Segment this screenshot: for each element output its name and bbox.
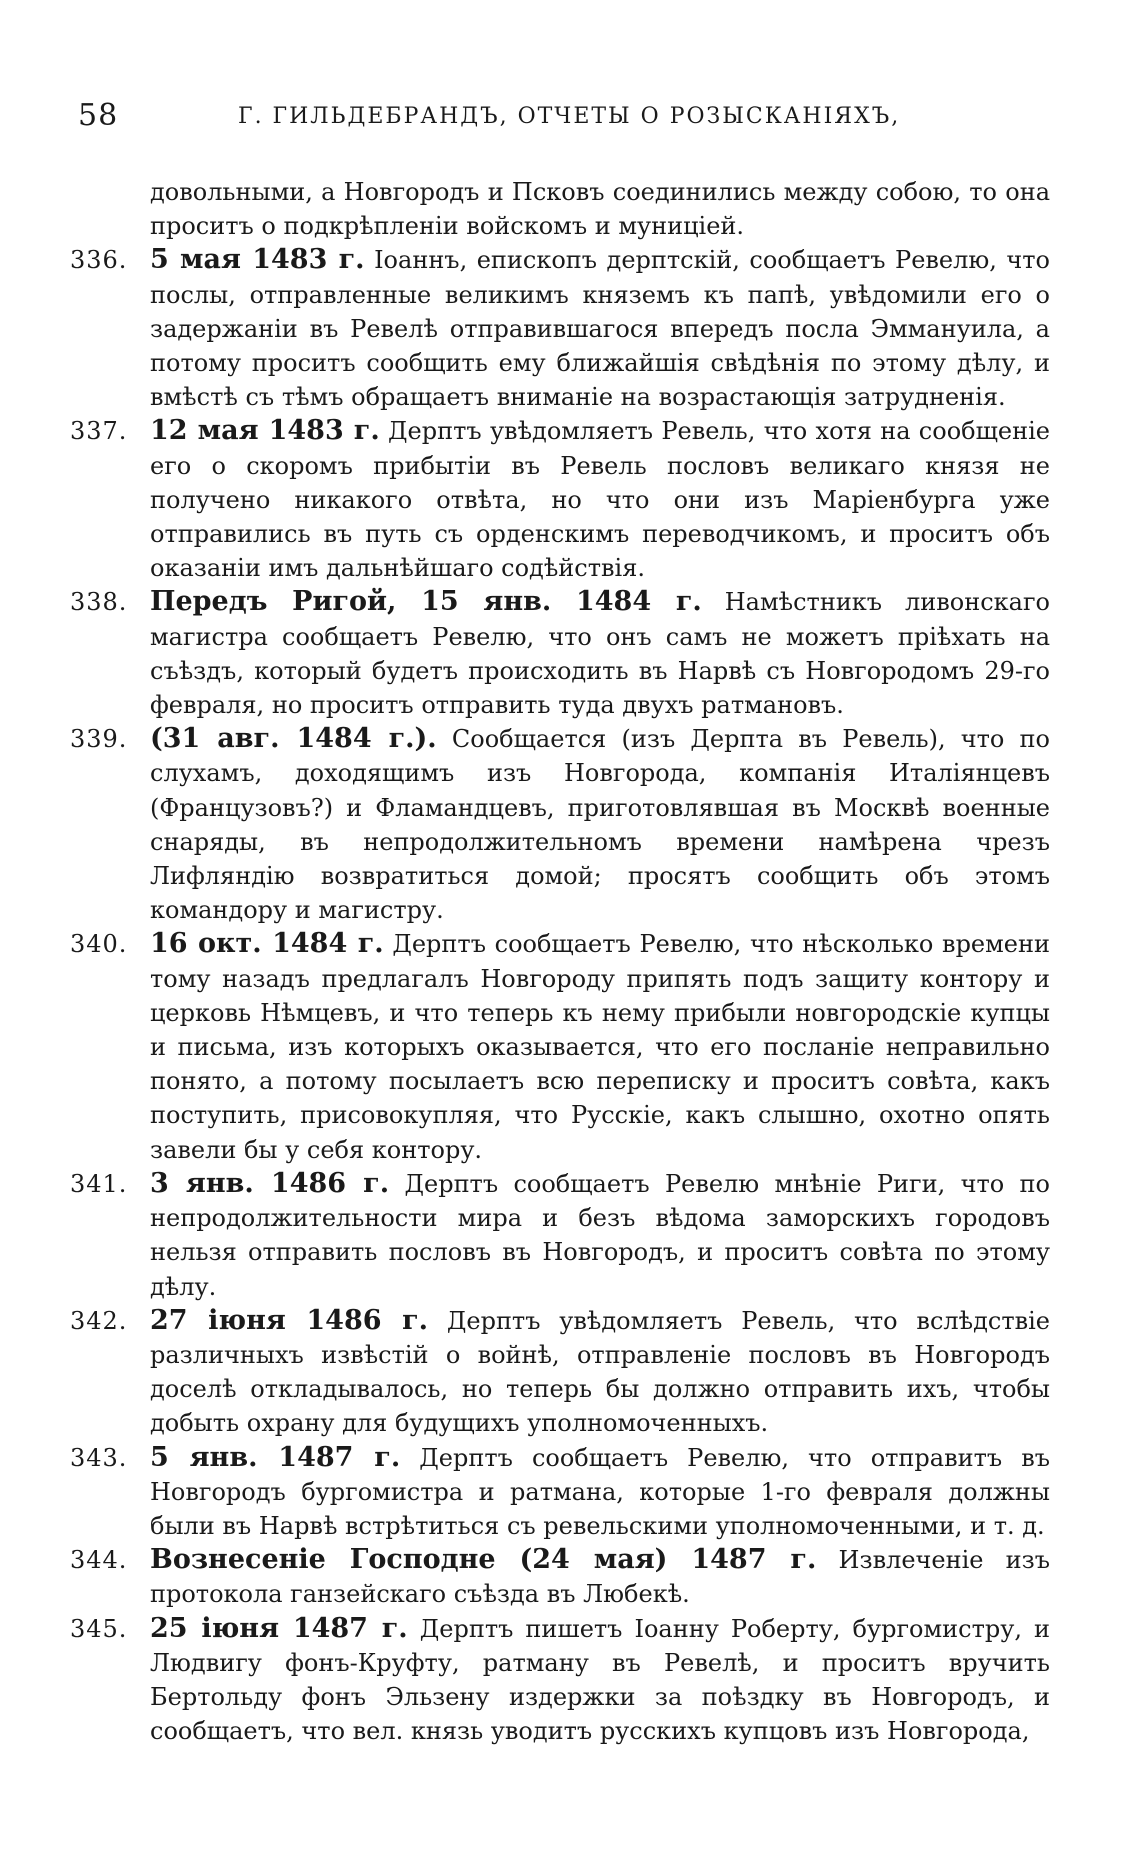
entry-date: 5 янв. 1487 г. bbox=[150, 1441, 401, 1473]
continuation-paragraph: довольными, а Новгородъ и Псковъ соединились между собою, то она проситъ о подкрѣпленіи войскомъ и муниціей. bbox=[150, 178, 1050, 241]
entry-list bbox=[70, 243, 1050, 1748]
entry-text: Сообщается (изъ Дерпта въ Ревель), что по слухамъ, доходящимъ изъ Новгорода, компанія Италіянцевъ (Французовъ?) и Фламандцевъ, приготовлявшая въ Москвѣ военные снаряды, въ непродолжительномъ времени намѣрена чрезъ Лифляндію возвратиться домой; просятъ сообщить объ этомъ командору и магистру. bbox=[150, 725, 1051, 925]
entry-number: 337. bbox=[70, 417, 128, 446]
entry-date: Передъ Ригой, 15 янв. 1484 г. bbox=[150, 586, 702, 618]
entry-text: Намѣстникъ ливонскаго магистра сообщаетъ Ревелю, что онъ самъ не можетъ пріѣхать на съѣздъ, который будетъ происходить въ Нарвѣ съ Новгородомъ 29-го февраля, но проситъ отправить туда двухъ ратмановъ. bbox=[150, 588, 1050, 720]
entry-date: 3 янв. 1486 г. bbox=[150, 1167, 390, 1199]
entry-341 bbox=[70, 1167, 1050, 1304]
entry-344 bbox=[70, 1543, 1050, 1611]
entry-text: Дерптъ сообщаетъ Ревелю мнѣніе Риги, что по непродолжительности мира и безъ вѣдома заморскихъ городовъ нельзя отправить пословъ въ Новгородъ, и проситъ совѣта по этому дѣлу. bbox=[150, 1169, 1050, 1301]
page-body bbox=[70, 175, 1050, 1748]
entry-342 bbox=[70, 1304, 1050, 1441]
running-head: Г. ГИЛЬДЕБРАНДЪ, ОТЧЕТЫ О РОЗЫСКАНІЯХЪ, bbox=[238, 104, 901, 129]
entry-337 bbox=[70, 414, 1050, 585]
entry-date: 25 іюня 1487 г. bbox=[150, 1612, 408, 1644]
entry-text: Іоаннъ, епископъ дерптскій, сообщаетъ Ревелю, что послы, отправленные великимъ княземъ къ папѣ, увѣдомили его о задержаніи въ Ревелѣ отправившагося впередъ посла Эммануила, а потому проситъ сообщить ему ближайшія свѣдѣнія по этому дѣлу, и вмѣстѣ съ тѣмъ обращаетъ вниманіе на возрастающія затрудненія. bbox=[150, 246, 1050, 412]
entry-number: 339. bbox=[70, 725, 128, 754]
entry-338 bbox=[70, 585, 1050, 722]
page-header bbox=[78, 98, 1038, 138]
entry-number: 338. bbox=[70, 588, 128, 617]
entry-340 bbox=[70, 927, 1050, 1166]
entry-339 bbox=[70, 722, 1050, 927]
entry-number: 336. bbox=[70, 246, 128, 275]
entry-345 bbox=[70, 1612, 1050, 1749]
entry-343 bbox=[70, 1441, 1050, 1544]
entry-date: Вознесеніе Господне (24 мая) 1487 г. bbox=[150, 1544, 817, 1576]
entry-text: Дерптъ сообщаетъ Ревелю, что отправитъ въ Новгородъ бургомистра и ратмана, которые 1-го февраля должны были въ Нарвѣ встрѣтиться съ ревельскими уполномоченными, и т. д. bbox=[150, 1443, 1050, 1540]
entry-text: Дерптъ сообщаетъ Ревелю, что нѣсколько времени тому назадъ предлагалъ Новгороду припять подъ защиту контору и церковь Нѣмцевъ, и что теперь къ нему прибыли новгородскіе купцы и письма, изъ которыхъ оказывается, что его посланіе неправильно понято, а потому посылаетъ всю переписку и проситъ совѣта, какъ поступить, присовокупляя, что Русскіе, какъ слышно, охотно опять завели бы у себя контору. bbox=[150, 930, 1050, 1164]
entry-date: 27 іюня 1486 г. bbox=[150, 1304, 429, 1336]
entry-336 bbox=[70, 243, 1050, 414]
entry-number: 343. bbox=[70, 1443, 128, 1472]
entry-number: 341. bbox=[70, 1169, 128, 1198]
entry-date: 16 окт. 1484 г. bbox=[150, 928, 384, 960]
entry-date: 12 мая 1483 г. bbox=[150, 415, 380, 447]
entry-number: 344. bbox=[70, 1546, 128, 1575]
entry-number: 340. bbox=[70, 930, 128, 959]
entry-date: 5 мая 1483 г. bbox=[150, 244, 365, 276]
entry-text: Извлеченіе изъ протокола ганзейскаго съѣзда въ Любекѣ. bbox=[150, 1546, 1050, 1609]
entry-text: Дерптъ пишетъ Іоанну Роберту, бургомистру, и Людвигу фонъ-Круфту, ратману въ Ревелѣ, и проситъ вручить Бертольду фонъ Эльзену издержки за поѣздку въ Новгородъ, и сообщаетъ, что вел. князь уводитъ русскихъ купцовъ изъ Новгорода, bbox=[150, 1614, 1050, 1746]
entry-text: Дерптъ увѣдомляетъ Ревель, что вслѣдствіе различныхъ извѣстій о войнѣ, отправленіе пословъ въ Новгородъ доселѣ откладывалось, но теперь бы должно отправить ихъ, чтобы добыть охрану для будущихъ уполномоченныхъ. bbox=[150, 1306, 1050, 1438]
page-number: 58 bbox=[78, 98, 119, 133]
entry-number: 342. bbox=[70, 1306, 128, 1335]
entry-date: (31 авг. 1484 г.). bbox=[150, 723, 437, 755]
entry-text: Дерптъ увѣдомляетъ Ревель, что хотя на сообщеніе его о скоромъ прибытіи въ Ревель пословъ великаго князя не получено никакого отвѣта, но что они изъ Маріенбурга уже отправились въ путь съ орденскимъ переводчикомъ, и проситъ объ оказаніи имъ дальнѣйшаго содѣйствія. bbox=[150, 417, 1050, 583]
entry-number: 345. bbox=[70, 1614, 128, 1643]
